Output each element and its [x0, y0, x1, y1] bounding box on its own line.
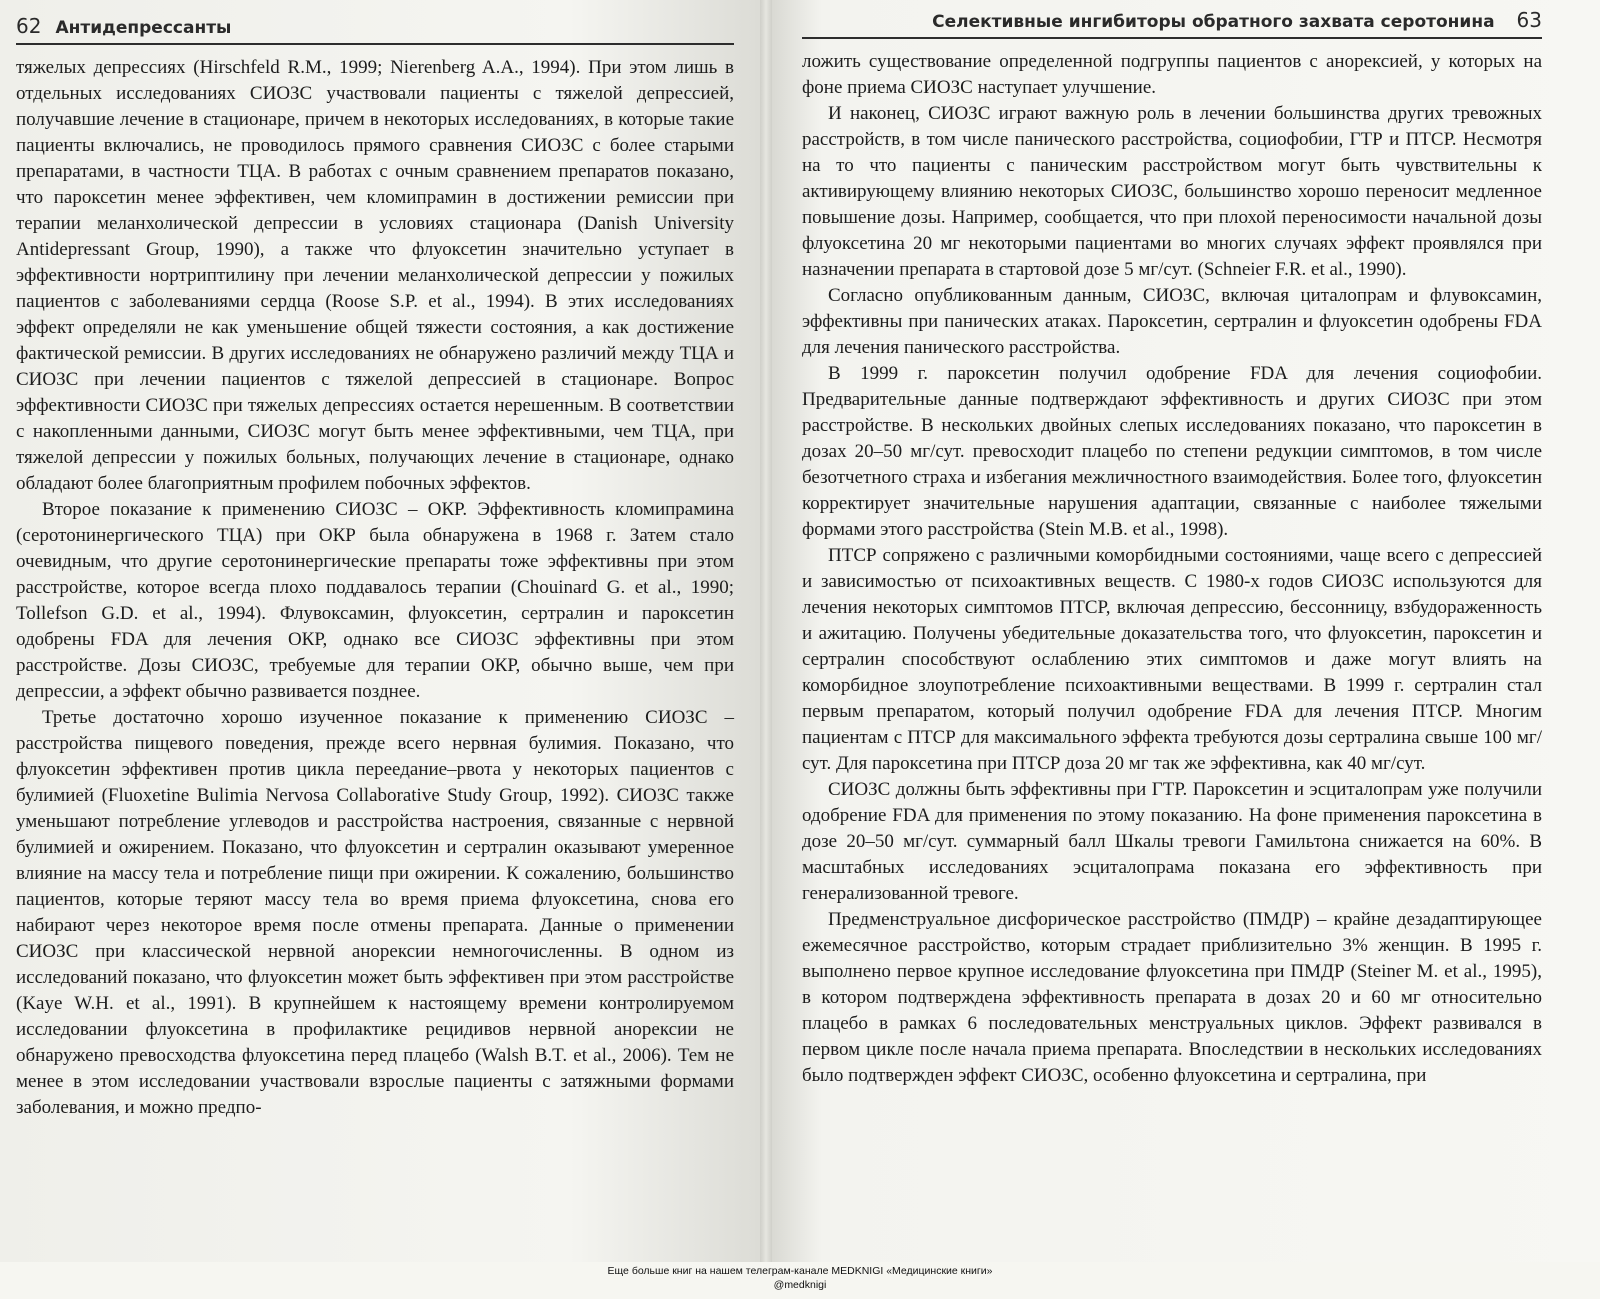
paragraph: И наконец, СИОЗС играют важную роль в лечении большинства других тревожных расстройств, в том числе панического расстройства, социофобии, ГТР и ПТСР. Несмотря на то что пациенты с паническим расстройством могут быть чувствительны к активирующему влиянию некоторых СИОЗС, большинство хорошо переносит медленное повышение дозы. Например, сообщается, что при плохой переносимости начальной дозы флуоксетина 20 мг некоторыми пациентами во многих случаях эффект проявлялся при назначении препарата в стартовой дозе 5 мг/сут. (Schneier F.R. et al., 1990). — [802, 103, 1542, 280]
left-page-body — [16, 55, 734, 1121]
page-number: 63 — [1516, 8, 1542, 32]
right-page — [772, 0, 1600, 1262]
left-page-header — [16, 14, 734, 45]
paragraph: Предменструальное дисфорическое расстройство (ПМДР) – крайне дезадаптирующее ежемесячное расстройство, которым страдает приблизительно 3% женщин. В 1995 г. выполнено первое крупное исследование флуоксетина при ПМДР (Steiner M. et al., 1995), в котором подтверждена эффективность препарата в дозах 20 и 60 мг относительно плацебо в рамках 6 последовательных менструальных циклов. Эффект развивался в первом цикле после начала приема препарата. Впоследствии в нескольких исследованиях было подтвержден эффект СИОЗС, особенно флуоксетина и сертралина, при — [802, 909, 1542, 1086]
page-number: 62 — [16, 14, 42, 38]
right-page-header — [802, 8, 1542, 39]
right-page-body — [802, 49, 1542, 1089]
credit-line: Еще больше книг на нашем телеграм-канале MEDKNIGI «Медицинские книги» — [607, 1265, 993, 1277]
running-head: Антидепрессанты — [55, 18, 232, 38]
paragraph: В 1999 г. пароксетин получил одобрение FDA для лечения социофобии. Предварительные данные подтверждают эффективность и других СИОЗС при этом расстройстве. В нескольких двойных слепых исследованиях показано, что пароксетин в дозах 20–50 мг/сут. превосходит плацебо по степени редукции симптомов, в том числе безотчетного страха и избегания межличностного взаимодействия. Более того, флуоксетин корректирует значительные нарушения адаптации, связанные с наиболее тяжелыми формами этого расстройства (Stein M.B. et al., 1998). — [802, 363, 1542, 540]
credit-handle: @medknigi — [773, 1279, 827, 1291]
paragraph: Согласно опубликованным данным, СИОЗС, включая циталопрам и флувоксамин, эффективны при панических атаках. Пароксетин, сертралин и флуоксетин одобрены FDA для лечения панического расстройства. — [802, 285, 1542, 358]
book-gutter — [760, 0, 772, 1262]
paragraph: СИОЗС должны быть эффективны при ГТР. Пароксетин и эсциталопрам уже получили одобрение FDA для применения по этому показанию. На фоне применения пароксетина в дозе 20–50 мг/сут. суммарный балл Шкалы тревоги Гамильтона снижается на 60%. В масштабных исследованиях эсциталопрама показана его эффективность при генерализованной тревоге. — [802, 779, 1542, 904]
paragraph: ложить существование определенной подгруппы пациентов с анорексией, у которых на фоне приема СИОЗС наступает улучшение. — [802, 51, 1542, 98]
paragraph: Второе показание к применению СИОЗС – ОКР. Эффективность кломипрамина (серотонинергического ТЦА) при ОКР была обнаружена в 1968 г. Затем стало очевидным, что другие серотонинергические препараты тоже эффективны при этом расстройстве, которое всегда плохо поддавалось терапии (Chouinard G. et al., 1990; Tollefson G.D. et al., 1994). Флувоксамин, флуоксетин, сертралин и пароксетин одобрены FDA для лечения ОКР, однако все СИОЗС эффективны при этом расстройстве. Дозы СИОЗС, требуемые для терапии ОКР, обычно выше, чем при депрессии, а эффект обычно развивается позднее. — [16, 499, 734, 702]
paragraph: тяжелых депрессиях (Hirschfeld R.M., 1999; Nierenberg A.A., 1994). При этом лишь в отдельных исследованиях СИОЗС участвовали пациенты с тяжелой депрессией, получавшие лечение в стационаре, причем в некоторых исследованиях, в которые такие пациенты включались, не проводилось прямого сравнения СИОЗС с более старыми препаратами, в частности ТЦА. В работах с очным сравнением препаратов показано, что пароксетин менее эффективен, чем кломипрамин в достижении ремиссии при терапии меланхолической депрессии в условиях стационара (Danish University Antidepressant Group, 1990), а также что флуоксетин значительно уступает в эффективности нортриптилину при лечении меланхолической депрессии у пожилых пациентов с заболеваниями сердца (Roose S.P. et al., 1994). В этих исследованиях эффект определяли не как уменьшение общей тяжести состояния, а как достижение фактической ремиссии. В других исследованиях не обнаружено различий между ТЦА и СИОЗС при лечении пациентов с тяжелой депрессией в стационаре. Вопрос эффективности СИОЗС при тяжелых депрессиях остается нерешенным. В соответствии с накопленными данными, СИОЗС могут быть менее эффективными, чем ТЦА, при тяжелой депрессии у пожилых больных, получающих лечение в стационаре, однако обладают более благоприятным профилем побочных эффектов. — [16, 57, 734, 494]
running-head: Селективные ингибиторы обратного захвата серотонина — [932, 12, 1495, 32]
paragraph: ПТСР сопряжено с различными коморбидными состояниями, чаще всего с депрессией и зависимостью от психоактивных веществ. С 1980-х годов СИОЗС используются для лечения некоторых симптомов ПТСР, включая депрессию, бессонницу, взбудораженность и ажитацию. Получены убедительные доказательства того, что флуоксетин, пароксетин и сертралин способствуют ослаблению этих симптомов и даже могут влиять на коморбидное злоупотребление психоактивными веществами. В 1999 г. сертралин стал первым препаратом, который получил одобрение FDA для лечения ПТСР. Многим пациентам с ПТСР для максимального эффекта требуются дозы сертралина свыше 100 мг/сут. Для пароксетина при ПТСР доза 20 мг так же эффективна, как 40 мг/сут. — [802, 545, 1542, 774]
channel-credit — [0, 1264, 1600, 1292]
left-page — [0, 0, 760, 1262]
paragraph: Третье достаточно хорошо изученное показание к применению СИОЗС – расстройства пищевого поведения, прежде всего нервная булимия. Показано, что флуоксетин эффективен против цикла переедание–рвота у некоторых пациентов с булимией (Fluoxetine Bulimia Nervosa Collaborative Study Group, 1992). СИОЗС также уменьшают потребление углеводов и расстройства настроения, связанные с нервной булимией и ожирением. Показано, что флуоксетин и сертралин оказывают умеренное влияние на массу тела и потребление пищи при ожирении. К сожалению, большинство пациентов, которые теряют массу тела во время приема флуоксетина, снова его набирают через некоторое время после отмены препарата. Данные о применении СИОЗС при классической нервной анорексии немногочисленны. В одном из исследований показано, что флуоксетин может быть эффективен при этом расстройстве (Kaye W.H. et al., 1991). В крупнейшем к настоящему времени контролируемом исследовании флуоксетина в профилактике рецидивов нервной анорексии не обнаружено превосходства флуоксетина перед плацебо (Walsh B.T. et al., 2006). Тем не менее в этом исследовании участвовали взрослые пациенты с затяжными формами заболевания, и можно предпо- — [16, 707, 734, 1118]
